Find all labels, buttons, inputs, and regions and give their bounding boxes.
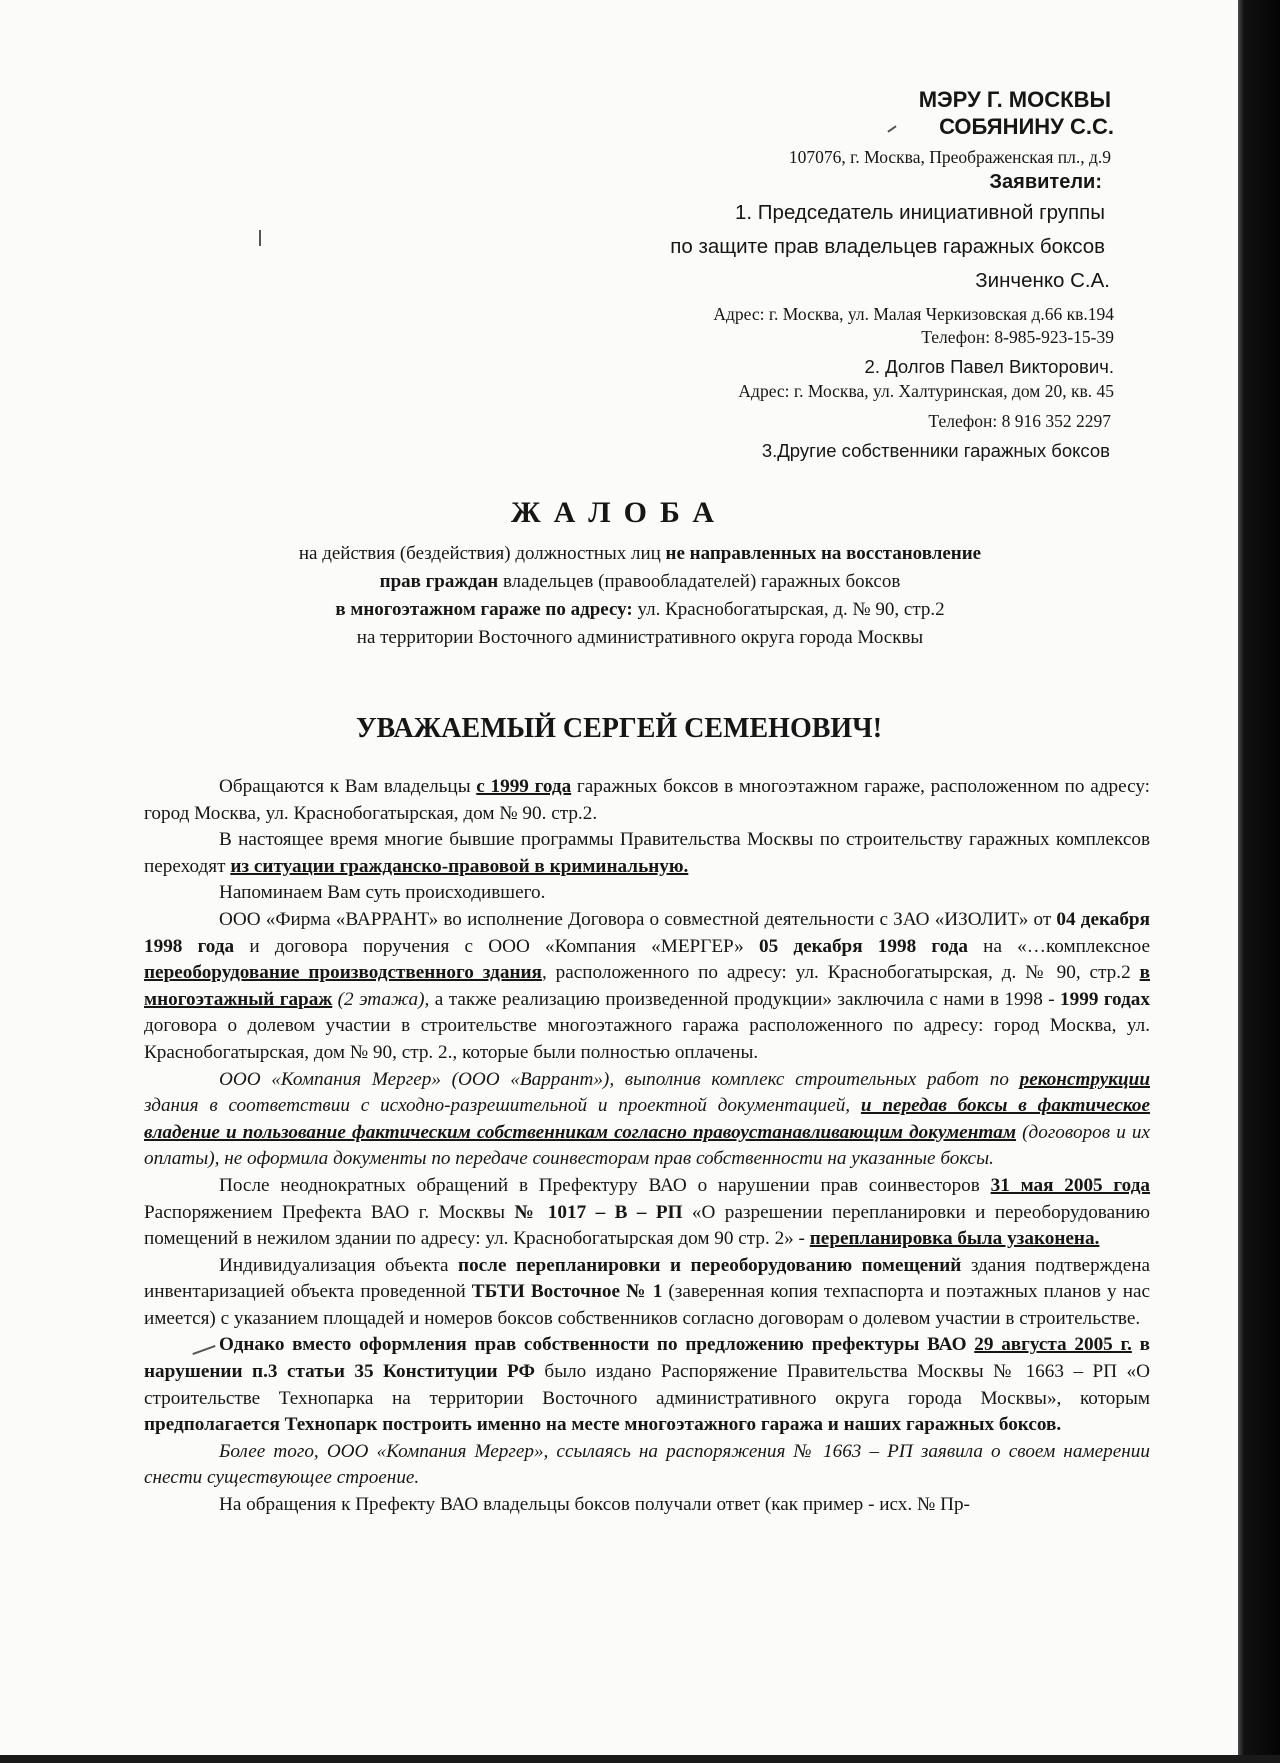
subtitle-text: на действия (бездействия) должностных лиц xyxy=(298,543,666,564)
emphasis: в нарушении п.3 статьи 35 Конституции РФ xyxy=(144,1334,1150,1383)
text: (2 этажа), xyxy=(332,988,430,1010)
subtitle-line4: на территории Восточного административного округа города Москвы xyxy=(356,627,924,648)
text: «О разрешении перепланировки и переоборудованию помещений в нежилом здании по адресу: ул. Краснобогатырская дом 90 стр. 2» - xyxy=(144,1201,1150,1250)
text: В настоящее время многие бывшие программы Правительства Москвы по строительству гаражных комплексов переходят xyxy=(144,829,1150,877)
emphasis: 04 декабря 1998 года xyxy=(144,908,1150,957)
scan-edge-right xyxy=(1238,0,1280,1763)
emphasis: реконструкции xyxy=(1019,1068,1150,1090)
emphasis: 1999 годах xyxy=(1060,988,1150,1010)
text: После неоднократных обращений в Префектуру ВАО о нарушении прав соинвесторов xyxy=(219,1174,991,1196)
paragraph-6 xyxy=(144,1173,1150,1253)
text: ООО «Фирма «ВАРРАНТ» во исполнение Договора о совместной деятельности с ЗАО «ИЗОЛИТ» от xyxy=(219,908,1057,930)
greeting: УВАЖАЕМЫЙ СЕРГЕЙ СЕМЕНОВИЧ! xyxy=(355,713,883,744)
document-body xyxy=(144,774,1150,1519)
emphasis: после перепланировки и переоборудованию помещений xyxy=(458,1254,962,1276)
text: и договора поручения с ООО «Компания «МЕРГЕР» xyxy=(234,935,759,957)
text: договора о долевом участии в строительстве многоэтажного гаража расположенного по адресу: город Москва, ул. Краснобогатырская, дом № 90, стр. 2., которые были полностью оплачены. xyxy=(144,1015,1150,1063)
subtitle-line3 xyxy=(150,596,1130,624)
text: а также реализацию произведенной продукции» заключила с нами в 1998 - xyxy=(429,988,1061,1010)
emphasis: Однако вместо оформления прав собственности по предложению префектуры ВАО xyxy=(219,1334,975,1356)
paragraph-8 xyxy=(144,1332,1150,1438)
paragraph-1 xyxy=(144,774,1150,827)
emphasis: переоборудование производственного здания xyxy=(144,962,542,984)
document-title: ЖАЛОБА xyxy=(510,496,728,529)
emphasis: 29 августа 2005 г. xyxy=(974,1334,1132,1356)
applicant2-phone: Телефон: 8 916 352 2297 xyxy=(928,411,1111,431)
emphasis: ТБТИ Восточное № 1 xyxy=(471,1281,663,1303)
paragraph-10: На обращения к Префекту ВАО владельцы боксов получали ответ (как пример - исх. № Пр- xyxy=(219,1494,970,1516)
subtitle-line1 xyxy=(150,540,1130,568)
address-block xyxy=(670,86,1114,464)
text: гаражных боксов в многоэтажном гараже, расположенном по адресу: город Москва, ул. Краснобогатырская, дом № 90. стр.2. xyxy=(144,776,1151,824)
text: было издано Распоряжение Правительства Москвы № 1663 – РП «О строительстве Технопарка на территории Восточного административного округа города Москвы», которым xyxy=(144,1361,1150,1409)
paragraph-7 xyxy=(144,1253,1150,1333)
emphasis: 31 мая 2005 года xyxy=(990,1174,1150,1196)
emphasis: № 1017 – В – РП xyxy=(514,1201,683,1223)
paragraph-4 xyxy=(144,907,1150,1067)
paragraph-9: Более того, ООО «Компания Мергер», ссылаясь на распоряжения № 1663 – РП заявила о своем намерении снести существующее строение. xyxy=(144,1440,1150,1489)
recipient-address: 107076, г. Москва, Преображенская пл., д.9 xyxy=(788,147,1111,167)
paragraph-3: Напоминаем Вам суть происходившего. xyxy=(219,882,546,904)
applicant2-name: 2. Долгов Павел Викторович. xyxy=(864,356,1114,377)
applicant1-line2: по защите прав владельцев гаражных боксов xyxy=(670,235,1105,258)
emphasis: перепланировка была узаконена. xyxy=(809,1228,1100,1250)
applicant1-address: Адрес: г. Москва, ул. Малая Черкизовская д.66 кв.194 xyxy=(713,304,1114,324)
subtitle-line2 xyxy=(150,568,1130,596)
applicant1-phone: Телефон: 8-985-923-15-39 xyxy=(921,327,1114,347)
emphasis: 05 декабря 1998 года xyxy=(758,935,968,957)
paragraph-5 xyxy=(144,1067,1150,1173)
text: , расположенного по адресу: ул. Краснобогатырская, д. № 90, стр.2 xyxy=(541,962,1140,984)
text: (заверенная копия техпаспорта и поэтажных планов у нас имеется) с указанием площадей и номеров боксов собственников согласно договорам о долевом участии в строительстве. xyxy=(144,1281,1150,1329)
emphasis: и передав боксы в фактическое владение и пользование фактическим собственникам согласно правоустанавливающим документам xyxy=(144,1095,1150,1143)
recipient-line1: МЭРУ Г. МОСКВЫ xyxy=(918,87,1111,112)
document-subtitle xyxy=(150,540,1130,652)
text: здания в соответствии с исходно-разрешительной и проектной документацией, xyxy=(144,1095,861,1117)
text: Обращаются к Вам владельцы xyxy=(219,776,477,797)
scan-speck xyxy=(259,230,261,246)
text: здания подтверждена инвентаризацией объекта проведенной xyxy=(144,1254,1150,1303)
subtitle-text: владельцев (правообладателей) гаражных боксов xyxy=(498,571,901,592)
subtitle-bold: не направленных на восстановление xyxy=(665,543,982,564)
subtitle-bold: в многоэтажном гараже по адресу: xyxy=(335,599,633,620)
emphasis: предполагается Технопарк построить именно на месте многоэтажного гаража и наших гаражных боксов. xyxy=(144,1414,1062,1436)
emphasis: из ситуации гражданско-правовой в криминальную. xyxy=(230,855,689,877)
applicant1-name: Зинченко С.А. xyxy=(975,269,1110,292)
subtitle-text: ул. Краснобогатырская, д. № 90, стр.2 xyxy=(632,599,945,620)
scan-edge-bottom xyxy=(0,1755,1280,1763)
emphasis: с 1999 года xyxy=(476,776,572,797)
applicant1-line1: 1. Председатель инициативной группы xyxy=(735,201,1105,224)
applicant3: 3.Другие собственники гаражных боксов xyxy=(761,440,1110,461)
applicants-heading: Заявители: xyxy=(989,171,1102,193)
text: Распоряжением Префекта ВАО г. Москвы xyxy=(144,1201,515,1223)
emphasis: в многоэтажный гараж xyxy=(144,962,1150,1010)
text: ООО «Компания Мергер» (ООО «Варрант»), выполнив комплекс строительных работ по xyxy=(219,1068,1020,1090)
text: на «…комплексное xyxy=(967,935,1150,957)
paragraph-2 xyxy=(144,827,1150,880)
text: Индивидуализация объекта xyxy=(219,1254,459,1276)
applicant2-address: Адрес: г. Москва, ул. Халтуринская, дом 20, кв. 45 xyxy=(738,381,1114,401)
text: (договоров и их оплаты), не оформила документы по передаче соинвесторам прав собственности на указанные боксы. xyxy=(144,1121,1150,1170)
recipient-line2: СОБЯНИНУ С.С. xyxy=(939,114,1114,139)
subtitle-bold: прав граждан xyxy=(379,571,499,592)
